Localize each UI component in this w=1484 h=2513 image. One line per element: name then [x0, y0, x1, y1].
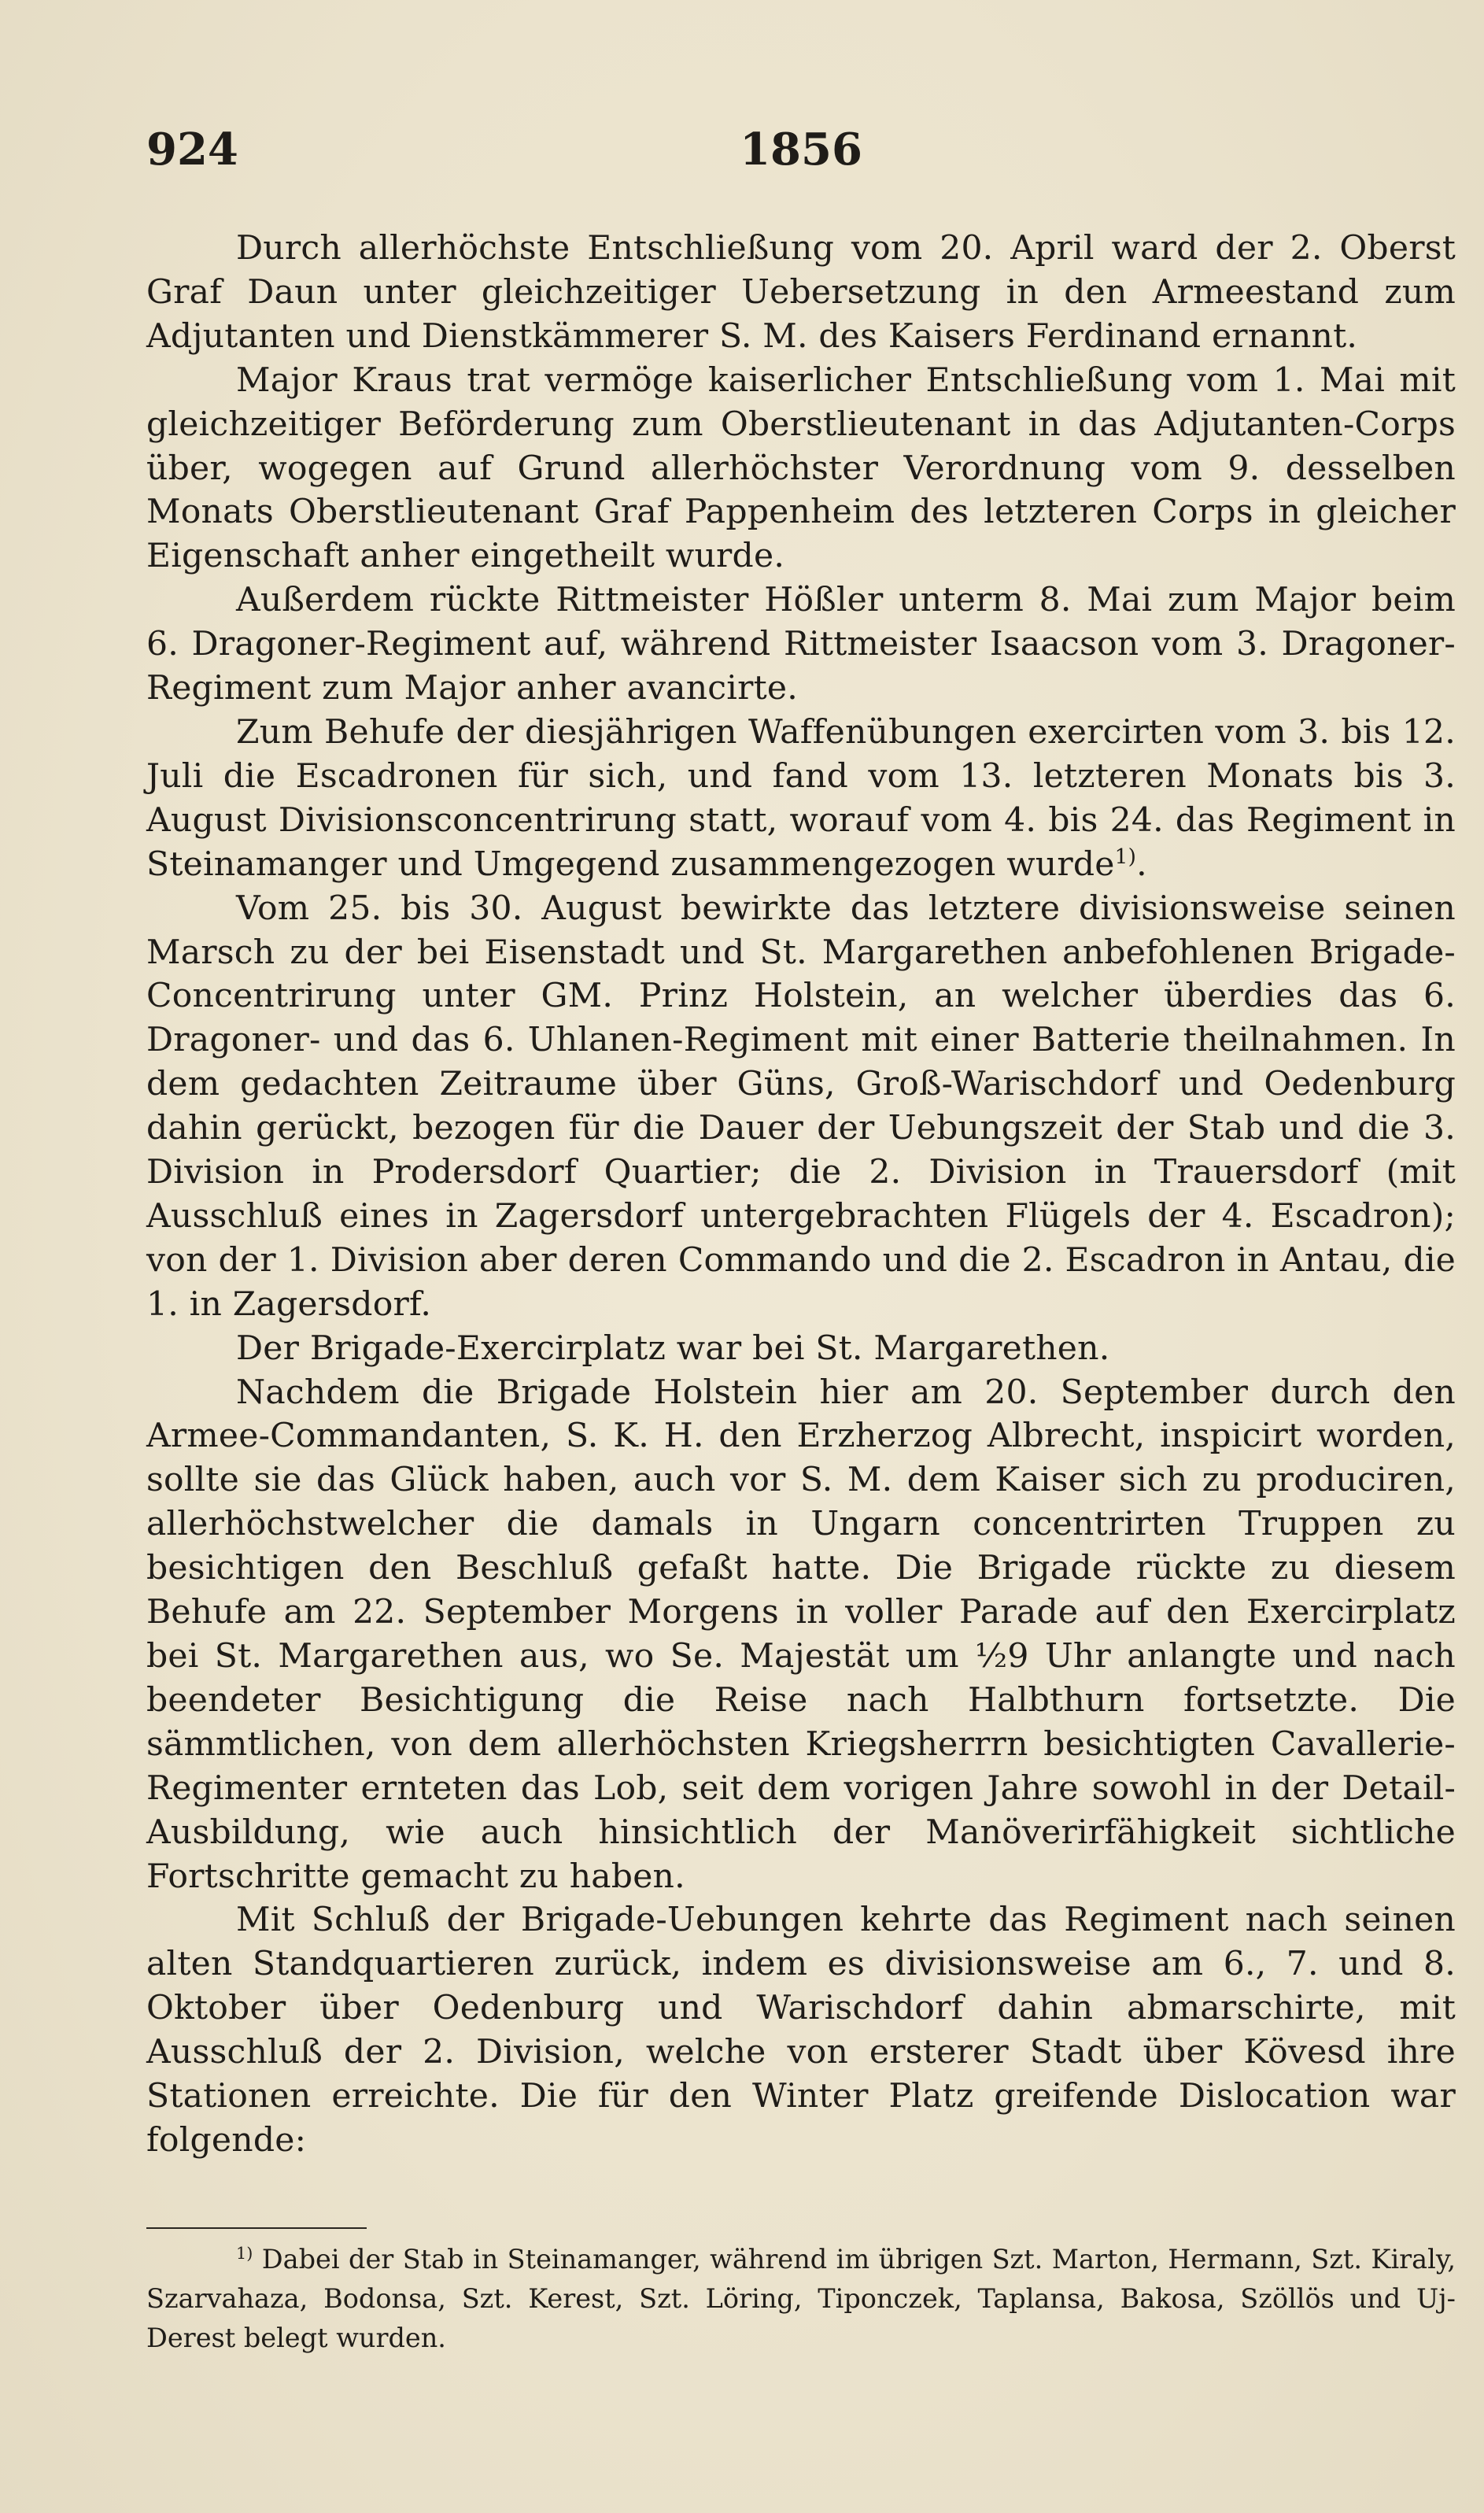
page-year-heading: 1856 [740, 124, 862, 176]
paragraph: Durch allerhöchste Entschließung vom 20. April ward der 2. Oberst Graf Daun unter gleichzeitiger Uebersetzung in den Armeestand zum Adjutanten und Dienstkämmerer S. M. des Kaisers Ferdinand ernannt. [146, 229, 1456, 356]
paragraph: Der Brigade-Exercirplatz war bei St. Margarethen. [236, 1329, 1110, 1368]
paragraph: Nachdem die Brigade Holstein hier am 20. September durch den Armee-Commandanten, S. K. H. den Erzherzog Albrecht, inspicirt worden, sollte sie das Glück haben, auch vor S. M. dem Kaiser sich zu produciren, allerhöchstwelcher die damals in Ungarn concentrirten Truppen zu besichtigen den Beschluß gefaßt hatte. Die Brigade rückte zu diesem Behufe am 22. September Morgens in voller Parade auf den Exercirplatz bei St. Margarethen aus, wo Se. Majestät um ½9 Uhr anlangte und nach beendeter Besichtigung die Reise nach Halbthurn fortsetzte. Die sämmtlichen, von dem allerhöchsten Kriegsherrrn besichtigten Cavallerie-Regimenter ernteten das Lob, seit dem vorigen Jahre sowohl in der Detail-Ausbildung, wie auch hinsichtlich der Manöverirfähigkeit sichtliche Fortschritte gemacht zu haben. [146, 1373, 1456, 1896]
paragraph-text-end: . [1136, 844, 1147, 884]
paragraph [146, 711, 1456, 887]
paragraph: Außerdem rückte Rittmeister Hößler unterm 8. Mai zum Major beim 6. Dragoner-Regiment auf, während Rittmeister Isaacson vom 3. Dragoner-Regiment zum Major anher avancirte. [146, 581, 1456, 708]
body-text [146, 227, 1456, 2163]
footnote-text: Dabei der Stab in Steinamanger, während im übrigen Szt. Marton, Hermann, Szt. Kiraly, Szarvahaza, Bodonsa, Szt. Kerest, Szt. Löring, Tiponczek, Taplansa, Bakosa, Szöllös und Uj-Derest belegt wurden. [146, 2244, 1456, 2353]
page-number: 924 [146, 124, 238, 176]
footnote-marker: 1) [236, 2243, 253, 2263]
footnote [146, 2240, 1456, 2358]
paragraph: Vom 25. bis 30. August bewirkte das letztere divisionsweise seinen Marsch zu der bei Eisenstadt und St. Margarethen anbefohlenen Brigade-Concentrirung unter GM. Prinz Holstein, an welcher überdies das 6. Dragoner- und das 6. Uhlanen-Regiment mit einer Batterie theilnahmen. In dem gedachten Zeitraume über Güns, Groß-Warischdorf und Oedenburg dahin gerückt, bezogen für die Dauer der Uebungszeit der Stab und die 3. Division in Prodersdorf Quartier; die 2. Division in Trauersdorf (mit Ausschluß eines in Zagersdorf untergebrachten Flügels der 4. Escadron); von der 1. Division aber deren Commando und die 2. Escadron in Antau, die 1. in Zagersdorf. [146, 889, 1456, 1324]
footnote-divider [146, 2227, 367, 2229]
page-header [146, 118, 1456, 181]
paragraph: Major Kraus trat vermöge kaiserlicher Entschließung vom 1. Mai mit gleichzeitiger Beförderung zum Oberstlieutenant in das Adjutanten-Corps über, wogegen auf Grund allerhöchster Verordnung vom 9. desselben Monats Oberstlieutenant Graf Pappenheim des letzteren Corps in gleicher Eigenschaft anher eingetheilt wurde. [146, 360, 1456, 576]
paragraph-text: Zum Behufe der diesjährigen Waffenübungen exercirten vom 3. bis 12. Juli die Escadronen für sich, und fand vom 13. letzteren Monats bis 3. August Divisionsconcentrirung statt, worauf vom 4. bis 24. das Regiment in Steinamanger und Umgegend zusammengezogen wurde [146, 712, 1456, 884]
paragraph: Mit Schluß der Brigade-Uebungen kehrte das Regiment nach seinen alten Standquartieren zurück, indem es divisionsweise am 6., 7. und 8. Oktober über Oedenburg und Warischdorf dahin abmarschirte, mit Ausschluß der 2. Division, welche von ersterer Stadt über Kövesd ihre Stationen erreichte. Die für den Winter Platz greifende Dislocation war folgende: [146, 1901, 1456, 2160]
footnote-reference[interactable]: 1) [1114, 844, 1137, 869]
